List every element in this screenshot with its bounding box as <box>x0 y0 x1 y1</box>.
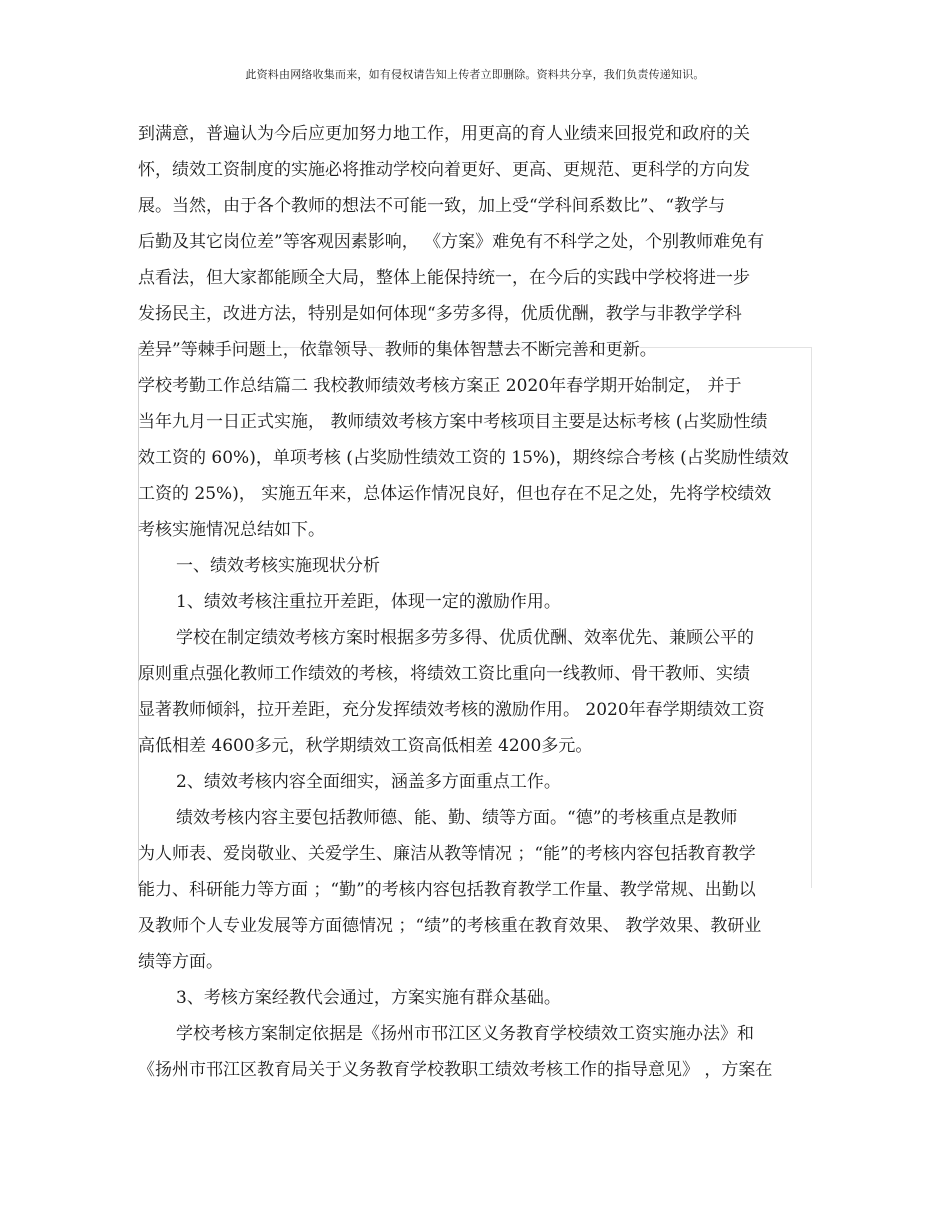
text-line: 效工资的 60%)，单项考核 (占奖励性绩效工资的 15%)，期终综合考核 (占奖励性绩效 <box>138 448 789 468</box>
text-line: 学校考核方案制定依据是《扬州市邗江区义务教育学校绩效工资实施办法》和 <box>176 1024 754 1044</box>
text-line: 怀，绩效工资制度的实施必将推动学校向着更好、更高、更规范、更科学的方向发 <box>138 160 750 180</box>
text-line: 工资的 25%)， 实施五年来，总体运作情况良好，但也存在不足之处，先将学校绩效 <box>138 484 772 504</box>
text-line: 《扬州市邗江区教育局关于义务教育学校教职工绩效考核工作的指导意见》 ，方案在 <box>138 1060 773 1080</box>
text-line: 展。当然，由于各个教师的想法不可能一致，加上受“学科间系数比”、“教学与 <box>138 196 726 216</box>
copyright-notice: 此资料由网络收集而来，如有侵权请告知上传者立即删除。资料共分享，我们负责传递知识。 <box>245 68 705 81</box>
text-line: 原则重点强化教师工作绩效的考核，将绩效工资比重向一线教师、骨干教师、实绩 <box>138 664 750 684</box>
section-heading-line: 学校考勤工作总结篇二 我校教师绩效考核方案正 2020年春学期开始制定， 并于 <box>138 376 742 396</box>
text-line: 能力、科研能力等方面 ；“勤”的考核内容包括教育教学工作量、教学常规、出勤以 <box>138 880 756 900</box>
text-line: 当年九月一日正式实施， 教师绩效考核方案中考核项目主要是达标考核 (占奖励性绩 <box>138 412 768 432</box>
section-title: 一、绩效考核实施现状分析 <box>176 556 380 576</box>
text-line: 绩等方面。 <box>138 952 223 972</box>
text-line: 绩效考核内容主要包括教师德、能、勤、绩等方面。“德”的考核重点是教师 <box>176 808 738 828</box>
text-line: 点看法，但大家都能顾全大局，整体上能保持统一，在今后的实践中学校将进一步 <box>138 268 750 288</box>
subsection-title: 1、绩效考核注重拉开差距，体现一定的激励作用。 <box>176 592 561 612</box>
text-line: 考核实施情况总结如下。 <box>138 520 325 540</box>
subsection-title: 3、考核方案经教代会通过，方案实施有群众基础。 <box>176 988 561 1008</box>
text-line: 为人师表、爱岗敬业、关爱学生、廉洁从教等情况 ；“能”的考核内容包括教育教学 <box>138 844 756 864</box>
text-line: 后勤及其它岗位差”等客观因素影响， 《方案》难免有不科学之处，个别教师难免有 <box>138 232 765 252</box>
text-line: 高低相差 4600多元，秋学期绩效工资高低相差 4200多元。 <box>138 736 593 756</box>
subsection-title: 2、绩效考核内容全面细实，涵盖多方面重点工作。 <box>176 772 561 792</box>
text-line: 及教师个人专业发展等方面德情况 ；“绩”的考核重在教育效果、 教学效果、教研业 <box>138 916 762 936</box>
text-line: 差异”等棘手问题上，依靠领导、教师的集体智慧去不断完善和更新。 <box>138 340 657 360</box>
text-line: 显著教师倾斜，拉开差距，充分发挥绩效考核的激励作用。 2020年春学期绩效工资 <box>138 700 765 720</box>
text-line: 学校在制定绩效考核方案时根据多劳多得、优质优酬、效率优先、兼顾公平的 <box>176 628 754 648</box>
text-line: 到满意，普遍认为今后应更加努力地工作，用更高的育人业绩来回报党和政府的关 <box>138 124 750 144</box>
text-line: 发扬民主，改进方法，特别是如何体现“多劳多得，优质优酬，教学与非教学学科 <box>138 304 742 324</box>
